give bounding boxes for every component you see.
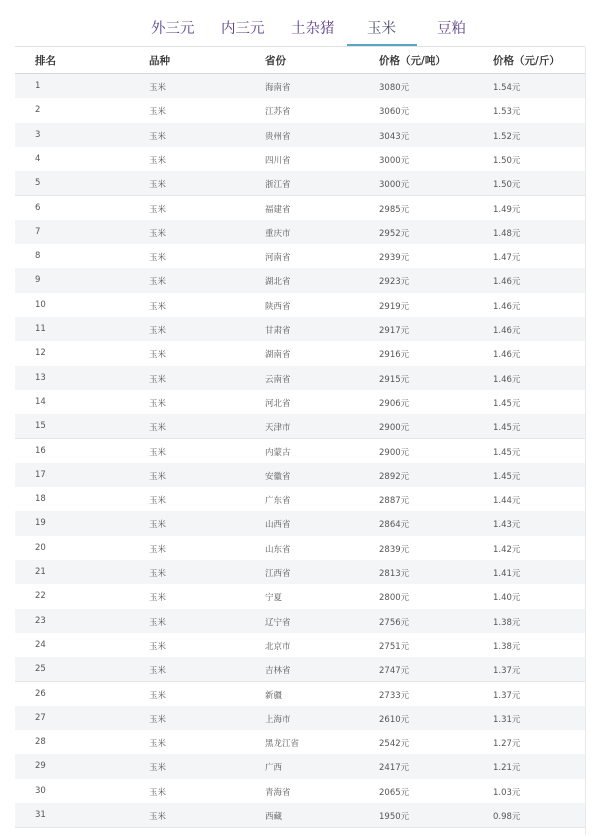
rank-cell: 5 xyxy=(35,178,41,189)
price-jin-cell: 1.54元 xyxy=(493,83,521,93)
price-ton-cell: 2756元 xyxy=(379,617,410,628)
price-jin-cell: 1.45元 xyxy=(493,447,521,458)
rank-cell: 1 xyxy=(35,81,41,91)
price-ton-cell: 2923元 xyxy=(379,277,410,288)
province-cell: 湖北省 xyxy=(265,277,291,288)
header-province: 省份 xyxy=(265,55,286,67)
province-cell: 甘肃省 xyxy=(265,326,291,336)
table-row xyxy=(15,682,585,707)
price-jin-cell: 1.45元 xyxy=(493,423,521,434)
price-jin-cell: 1.50元 xyxy=(493,180,521,191)
price-ton-cell: 2733元 xyxy=(379,690,410,701)
variety-cell: 玉米 xyxy=(149,617,167,628)
price-ton-cell: 2939元 xyxy=(379,253,410,264)
price-ton-cell: 3080元 xyxy=(379,83,410,93)
table-row xyxy=(15,268,585,293)
province-cell: 天津市 xyxy=(265,423,291,434)
tab-yu-mi[interactable]: 玉米 xyxy=(367,21,396,37)
province-cell: 河南省 xyxy=(265,253,291,264)
price-jin-cell: 1.37元 xyxy=(493,690,521,701)
variety-cell: 玉米 xyxy=(149,739,167,750)
price-ton-cell: 2915元 xyxy=(379,374,410,385)
variety-cell: 玉米 xyxy=(149,253,167,264)
price-ton-cell: 2800元 xyxy=(379,593,410,604)
variety-cell: 玉米 xyxy=(149,496,167,507)
variety-cell: 玉米 xyxy=(149,398,167,409)
province-cell: 江苏省 xyxy=(265,107,291,118)
variety-cell: 玉米 xyxy=(149,155,167,166)
tab-wai-san-yuan[interactable]: 外三元 xyxy=(151,21,195,37)
price-jin-cell: 1.53元 xyxy=(493,107,521,118)
rank-cell: 6 xyxy=(35,202,41,213)
rank-cell: 22 xyxy=(35,591,46,602)
rank-cell: 23 xyxy=(35,615,46,626)
price-jin-cell: 1.46元 xyxy=(493,277,521,288)
variety-cell: 玉米 xyxy=(149,569,167,579)
variety-cell: 玉米 xyxy=(149,812,167,822)
rank-cell: 4 xyxy=(35,153,41,164)
variety-cell: 玉米 xyxy=(149,228,167,239)
province-cell: 贵州省 xyxy=(265,131,291,142)
price-jin-cell: 1.42元 xyxy=(493,544,521,555)
price-ton-cell: 2892元 xyxy=(379,471,410,482)
price-ton-cell: 2985元 xyxy=(379,204,410,215)
province-cell: 福建省 xyxy=(265,204,291,215)
price-ton-cell: 3000元 xyxy=(379,155,410,166)
rank-cell: 20 xyxy=(35,542,46,553)
table-row xyxy=(15,754,585,779)
rank-cell: 9 xyxy=(35,275,41,286)
price-jin-cell: 1.46元 xyxy=(493,374,521,385)
province-cell: 江西省 xyxy=(265,569,291,579)
province-cell: 青海省 xyxy=(265,787,291,798)
table-row xyxy=(15,341,585,366)
table-row xyxy=(15,171,585,196)
rank-cell: 8 xyxy=(35,251,41,262)
table-row xyxy=(15,706,585,731)
province-cell: 上海市 xyxy=(265,714,291,725)
table-row xyxy=(15,293,585,318)
province-cell: 河北省 xyxy=(265,398,291,409)
variety-cell: 玉米 xyxy=(149,131,167,142)
rank-cell: 15 xyxy=(35,421,46,432)
header-variety: 品种 xyxy=(149,55,170,67)
variety-cell: 玉米 xyxy=(149,374,167,385)
table-row xyxy=(15,803,585,828)
variety-cell: 玉米 xyxy=(149,350,167,361)
province-cell: 湖南省 xyxy=(265,350,291,361)
price-ton-cell: 2747元 xyxy=(379,666,410,677)
table-row xyxy=(15,196,585,221)
variety-cell: 玉米 xyxy=(149,666,167,677)
variety-cell: 玉米 xyxy=(149,180,167,191)
price-ton-cell: 2417元 xyxy=(379,763,410,774)
variety-cell: 玉米 xyxy=(149,471,167,482)
table-row xyxy=(15,609,585,634)
province-cell: 山西省 xyxy=(265,520,291,531)
price-jin-cell: 1.31元 xyxy=(493,714,521,725)
variety-cell: 玉米 xyxy=(149,326,167,336)
price-ton-cell: 2916元 xyxy=(379,350,410,361)
price-ton-cell: 2813元 xyxy=(379,569,410,579)
header-price-ton: 价格（元/吨） xyxy=(379,55,446,67)
tab-tu-za-zhu[interactable]: 土杂猪 xyxy=(291,21,335,37)
price-jin-cell: 1.46元 xyxy=(493,301,521,312)
price-jin-cell: 1.50元 xyxy=(493,155,521,166)
rank-cell: 16 xyxy=(35,445,46,456)
table-row xyxy=(15,123,585,148)
price-ton-cell: 2900元 xyxy=(379,447,410,458)
price-jin-cell: 1.38元 xyxy=(493,617,521,628)
province-cell: 吉林省 xyxy=(265,666,291,677)
price-jin-cell: 1.52元 xyxy=(493,131,521,142)
variety-cell: 玉米 xyxy=(149,107,167,118)
province-cell: 重庆市 xyxy=(265,228,291,239)
rank-cell: 11 xyxy=(35,324,46,334)
price-ton-cell: 2839元 xyxy=(379,544,410,555)
table-row xyxy=(15,414,585,439)
price-ton-cell: 1950元 xyxy=(379,812,410,822)
price-ton-cell: 2610元 xyxy=(379,714,410,725)
table-row xyxy=(15,463,585,488)
price-jin-cell: 1.21元 xyxy=(493,763,521,774)
table-row xyxy=(15,657,585,682)
price-jin-cell: 1.03元 xyxy=(493,787,521,798)
price-jin-cell: 1.46元 xyxy=(493,350,521,361)
province-cell: 浙江省 xyxy=(265,180,291,191)
tab-dou-po[interactable]: 豆粕 xyxy=(437,21,466,37)
table-row xyxy=(15,779,585,804)
price-ton-cell: 2917元 xyxy=(379,326,410,336)
variety-cell: 玉米 xyxy=(149,787,167,798)
variety-cell: 玉米 xyxy=(149,544,167,555)
variety-cell: 玉米 xyxy=(149,763,167,774)
rank-cell: 2 xyxy=(35,105,41,116)
rank-cell: 7 xyxy=(35,226,41,237)
price-jin-cell: 1.46元 xyxy=(493,326,521,336)
price-jin-cell: 1.43元 xyxy=(493,520,521,531)
rank-cell: 18 xyxy=(35,494,46,505)
table-header xyxy=(15,47,585,74)
header-rank: 排名 xyxy=(35,55,56,67)
price-ton-cell: 2887元 xyxy=(379,496,410,507)
province-cell: 黑龙江省 xyxy=(265,739,300,750)
rank-cell: 3 xyxy=(35,129,41,140)
variety-cell: 玉米 xyxy=(149,447,167,458)
variety-cell: 玉米 xyxy=(149,277,167,288)
table-row xyxy=(15,74,585,99)
variety-cell: 玉米 xyxy=(149,423,167,434)
category-tabs xyxy=(0,0,600,46)
province-cell: 云南省 xyxy=(265,374,291,385)
price-ton-cell: 2906元 xyxy=(379,398,410,409)
rank-cell: 19 xyxy=(35,518,46,529)
table-row xyxy=(15,487,585,512)
rank-cell: 28 xyxy=(35,737,46,748)
table-row xyxy=(15,147,585,172)
price-jin-cell: 1.37元 xyxy=(493,666,521,677)
price-ton-cell: 3060元 xyxy=(379,107,410,118)
price-ton-cell: 2751元 xyxy=(379,641,410,652)
variety-cell: 玉米 xyxy=(149,641,167,652)
table-row xyxy=(15,439,585,464)
price-ton-cell: 2864元 xyxy=(379,520,410,531)
province-cell: 四川省 xyxy=(265,155,291,166)
rank-cell: 24 xyxy=(35,639,46,650)
province-cell: 辽宁省 xyxy=(265,617,291,628)
variety-cell: 玉米 xyxy=(149,690,167,701)
rank-cell: 17 xyxy=(35,469,46,480)
price-jin-cell: 1.44元 xyxy=(493,496,521,507)
variety-cell: 玉米 xyxy=(149,301,167,312)
province-cell: 西藏 xyxy=(265,812,283,822)
table-row xyxy=(15,390,585,415)
rank-cell: 30 xyxy=(35,785,46,796)
price-ton-cell: 3000元 xyxy=(379,180,410,191)
table-row xyxy=(15,98,585,123)
price-ton-cell: 2900元 xyxy=(379,423,410,434)
province-cell: 宁夏 xyxy=(265,593,283,604)
variety-cell: 玉米 xyxy=(149,714,167,725)
rank-cell: 31 xyxy=(35,810,46,820)
table-row xyxy=(15,366,585,391)
province-cell: 安徽省 xyxy=(265,471,291,482)
price-ton-cell: 3043元 xyxy=(379,131,410,142)
price-jin-cell: 1.41元 xyxy=(493,569,521,579)
table-row xyxy=(15,633,585,658)
province-cell: 广西 xyxy=(265,763,283,774)
price-ton-cell: 2952元 xyxy=(379,228,410,239)
rank-cell: 29 xyxy=(35,761,46,772)
price-ton-cell: 2542元 xyxy=(379,739,410,750)
rank-cell: 13 xyxy=(35,372,46,383)
header-price-jin: 价格（元/斤） xyxy=(493,55,560,67)
rank-cell: 25 xyxy=(35,664,46,675)
rank-cell: 21 xyxy=(35,567,46,577)
price-ton-cell: 2065元 xyxy=(379,787,410,798)
table-row xyxy=(15,220,585,245)
price-ton-cell: 2919元 xyxy=(379,301,410,312)
tab-nei-san-yuan[interactable]: 内三元 xyxy=(221,21,265,37)
province-cell: 山东省 xyxy=(265,544,291,555)
price-jin-cell: 1.47元 xyxy=(493,253,521,264)
variety-cell: 玉米 xyxy=(149,593,167,604)
price-jin-cell: 1.49元 xyxy=(493,204,521,215)
province-cell: 新疆 xyxy=(265,690,283,701)
rank-cell: 14 xyxy=(35,396,46,407)
price-jin-cell: 1.45元 xyxy=(493,471,521,482)
province-cell: 北京市 xyxy=(265,641,291,652)
price-jin-cell: 1.48元 xyxy=(493,228,521,239)
price-jin-cell: 1.27元 xyxy=(493,739,521,750)
price-jin-cell: 1.38元 xyxy=(493,641,521,652)
rank-cell: 12 xyxy=(35,348,46,359)
province-cell: 内蒙古 xyxy=(265,447,291,458)
province-cell: 海南省 xyxy=(265,83,291,93)
rank-cell: 26 xyxy=(35,688,46,699)
variety-cell: 玉米 xyxy=(149,520,167,531)
table-row xyxy=(15,511,585,536)
price-jin-cell: 1.45元 xyxy=(493,398,521,409)
variety-cell: 玉米 xyxy=(149,204,167,215)
price-jin-cell: 0.98元 xyxy=(493,812,521,822)
table-row xyxy=(15,730,585,755)
rank-cell: 27 xyxy=(35,712,46,723)
table-row xyxy=(15,584,585,609)
table-row xyxy=(15,317,585,342)
rank-cell: 10 xyxy=(35,299,46,310)
price-jin-cell: 1.40元 xyxy=(493,593,521,604)
table-row xyxy=(15,244,585,269)
variety-cell: 玉米 xyxy=(149,83,167,93)
table-right-border xyxy=(585,47,586,835)
province-cell: 陕西省 xyxy=(265,301,291,312)
province-cell: 广东省 xyxy=(265,496,291,507)
table-row xyxy=(15,536,585,561)
table-row xyxy=(15,560,585,585)
